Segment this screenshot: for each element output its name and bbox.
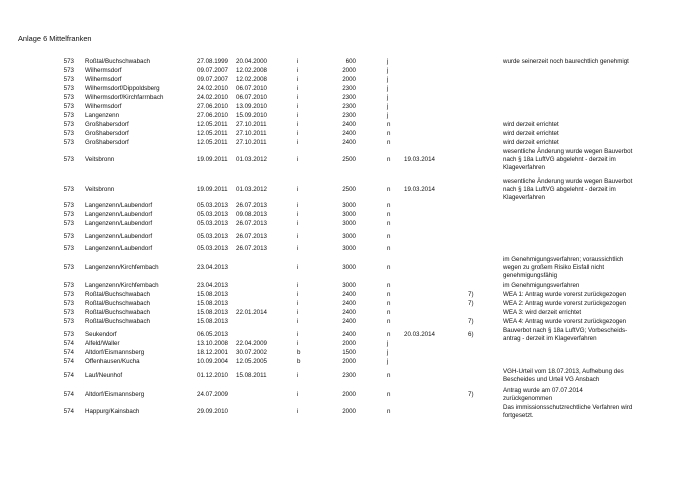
row-flag: n <box>387 408 391 415</box>
remark-line: wurde seinerzeit noch baurechtlich genehmigt <box>503 58 629 65</box>
row-place: Langenzenn/Laubendorf <box>85 202 153 209</box>
row-place: Langenzenn/Kirchfembach <box>85 264 159 271</box>
row-code: 573 <box>63 318 74 325</box>
row-type: i <box>297 202 299 209</box>
row-code: 573 <box>63 67 74 74</box>
remark-line: genehmigungsfähig <box>503 272 558 280</box>
row-type: i <box>297 186 299 193</box>
row-remark <box>503 121 683 129</box>
row-date-approved: 26.07.2013 <box>236 220 267 227</box>
row-flag: n <box>387 130 391 137</box>
row-place: Veitsbronn <box>85 156 115 163</box>
remark-line: WEA 4: Antrag wurde vorerst zurückgezogen <box>503 318 627 325</box>
row-date-applied: 12.05.2011 <box>197 121 228 128</box>
row-type: i <box>297 156 299 163</box>
row-flag: n <box>387 156 391 163</box>
row-code: 573 <box>63 211 74 218</box>
row-place: Wilhermsdorf <box>85 103 122 110</box>
row-flag: j <box>387 103 389 110</box>
row-capacity: 2400 <box>342 130 356 137</box>
row-capacity: 600 <box>345 58 356 65</box>
row-date-applied: 05.03.2013 <box>197 220 228 227</box>
row-place: Wilhermsdorf <box>85 67 122 74</box>
row-date-approved: 01.03.2012 <box>236 186 267 193</box>
row-date-approved: 27.10.2011 <box>236 139 267 146</box>
row-type: i <box>297 309 299 316</box>
row-remark <box>503 404 683 420</box>
row-capacity: 3000 <box>342 245 356 252</box>
row-type: b <box>297 358 301 365</box>
row-remark <box>503 387 683 403</box>
row-flag: n <box>387 372 391 379</box>
row-date-approved: 06.07.2010 <box>236 85 267 92</box>
row-type: i <box>297 408 299 415</box>
row-capacity: 2400 <box>342 121 356 128</box>
row-code: 573 <box>63 156 74 163</box>
row-footnote: 7) <box>468 300 474 307</box>
row-type: i <box>297 282 299 289</box>
remark-line: Klageverfahren <box>503 194 545 202</box>
remark-line: Antrag wurde am 07.07.2014 <box>503 387 583 394</box>
row-date-applied: 27.06.2010 <box>197 103 228 110</box>
row-capacity: 3000 <box>342 282 356 289</box>
row-remark <box>503 318 683 326</box>
row-place: Wilhermsdorf/Dippoldsberg <box>85 85 160 92</box>
row-code: 573 <box>63 300 74 307</box>
row-flag: n <box>387 282 391 289</box>
row-type: i <box>297 264 299 271</box>
row-remark <box>503 148 683 172</box>
row-flag: j <box>387 349 389 356</box>
row-capacity: 2400 <box>342 291 356 298</box>
row-date-approved: 12.05.2005 <box>236 358 267 365</box>
row-date-approved: 26.07.2013 <box>236 245 267 252</box>
row-date-decision: 19.03.2014 <box>404 186 435 193</box>
row-code: 573 <box>63 282 74 289</box>
row-place: Wilhermsdorf/Kirchfarrnbach <box>85 94 164 101</box>
row-capacity: 3000 <box>342 220 356 227</box>
page-title: Anlage 6 Mittelfranken <box>18 34 92 43</box>
row-capacity: 2000 <box>342 391 356 398</box>
remark-line: WEA 2: Antrag wurde vorerst zurückgezogen <box>503 300 627 307</box>
row-place: Veitsbronn <box>85 186 115 193</box>
row-code: 574 <box>63 349 74 356</box>
row-date-applied: 05.03.2013 <box>197 202 228 209</box>
remark-line: antrag - derzeit im Klageverfahren <box>503 335 597 343</box>
row-flag: n <box>387 186 391 193</box>
row-place: Großhabersdorf <box>85 121 129 128</box>
row-date-applied: 13.10.2008 <box>197 340 228 347</box>
remark-line: wesentliche Änderung wurde wegen Bauverbot <box>503 178 633 185</box>
remark-line: WEA 1: Antrag wurde vorerst zurückgezogen <box>503 291 627 298</box>
row-flag: j <box>387 58 389 65</box>
row-capacity: 2000 <box>342 76 356 83</box>
row-capacity: 2000 <box>342 67 356 74</box>
row-date-applied: 29.09.2010 <box>197 408 228 415</box>
row-date-approved: 27.10.2011 <box>236 130 267 137</box>
row-date-approved: 15.09.2010 <box>236 112 267 119</box>
row-footnote: 7) <box>468 391 474 398</box>
row-capacity: 2300 <box>342 85 356 92</box>
row-date-approved: 13.09.2010 <box>236 103 267 110</box>
row-code: 574 <box>63 340 74 347</box>
row-date-applied: 05.03.2013 <box>197 233 228 240</box>
row-capacity: 2000 <box>342 340 356 347</box>
row-capacity: 2400 <box>342 318 356 325</box>
row-place: Roßtal/Buchschwabach <box>85 300 151 307</box>
row-code: 573 <box>63 245 74 252</box>
remark-line: VGH-Urteil vom 18.07.2013, Aufhebung des <box>503 368 624 375</box>
row-flag: j <box>387 340 389 347</box>
row-flag: n <box>387 391 391 398</box>
row-code: 573 <box>63 186 74 193</box>
row-code: 573 <box>63 220 74 227</box>
row-remark <box>503 327 683 343</box>
row-place: Seukendorf <box>85 331 117 338</box>
row-place: Langenzenn/Kirchfembach <box>85 282 159 289</box>
row-type: i <box>297 220 299 227</box>
row-place: Happurg/Kainsbach <box>85 408 140 415</box>
row-code: 573 <box>63 202 74 209</box>
row-place: Großhabersdorf <box>85 130 129 137</box>
row-place: Altdorf/Eismannsberg <box>85 349 145 356</box>
row-date-applied: 15.08.2013 <box>197 318 228 325</box>
row-code: 573 <box>63 94 74 101</box>
row-date-approved: 12.02.2008 <box>236 67 267 74</box>
row-flag: n <box>387 202 391 209</box>
row-date-approved: 27.10.2011 <box>236 121 267 128</box>
row-remark <box>503 58 683 66</box>
row-code: 573 <box>63 309 74 316</box>
row-flag: j <box>387 76 389 83</box>
row-capacity: 3000 <box>342 202 356 209</box>
row-date-applied: 12.05.2011 <box>197 139 228 146</box>
row-date-applied: 12.05.2011 <box>197 130 228 137</box>
row-flag: n <box>387 309 391 316</box>
row-date-approved: 15.08.2011 <box>236 372 267 379</box>
remark-line: Klageverfahren <box>503 164 545 172</box>
row-capacity: 2000 <box>342 358 356 365</box>
row-code: 573 <box>63 103 74 110</box>
row-place: Langenzenn/Laubendorf <box>85 211 153 218</box>
row-capacity: 1500 <box>342 349 356 356</box>
row-capacity: 3000 <box>342 211 356 218</box>
row-place: Alfeld/Waller <box>85 340 120 347</box>
row-date-approved: 22.01.2014 <box>236 309 267 316</box>
row-type: i <box>297 318 299 325</box>
row-date-applied: 18.12.2001 <box>197 349 228 356</box>
row-date-approved: 09.08.2013 <box>236 211 267 218</box>
row-date-applied: 09.07.2007 <box>197 76 228 83</box>
row-remark <box>503 282 683 290</box>
row-type: i <box>297 340 299 347</box>
row-place: Langenzenn/Laubendorf <box>85 220 153 227</box>
row-code: 574 <box>63 408 74 415</box>
row-code: 573 <box>63 331 74 338</box>
row-date-applied: 09.07.2007 <box>197 67 228 74</box>
row-place: Langenzenn/Laubendorf <box>85 245 153 252</box>
row-flag: n <box>387 300 391 307</box>
row-footnote: 6) <box>468 331 474 338</box>
row-flag: n <box>387 264 391 271</box>
row-date-applied: 19.09.2011 <box>197 156 228 163</box>
row-date-applied: 23.04.2013 <box>197 264 228 271</box>
row-date-applied: 06.05.2013 <box>197 331 228 338</box>
row-type: i <box>297 85 299 92</box>
row-capacity: 2300 <box>342 94 356 101</box>
row-date-approved: 22.04.2009 <box>236 340 267 347</box>
row-date-decision: 19.03.2014 <box>404 156 435 163</box>
row-place: Langenzenn <box>85 112 120 119</box>
row-remark <box>503 368 683 384</box>
remark-line: Bauverbot nach § 18a LuftVG; Vorbescheids- <box>503 327 628 334</box>
row-date-applied: 05.03.2013 <box>197 245 228 252</box>
row-flag: j <box>387 85 389 92</box>
row-code: 573 <box>63 291 74 298</box>
row-place: Roßtal/Buchschwabach <box>85 318 151 325</box>
row-type: i <box>297 391 299 398</box>
row-flag: j <box>387 112 389 119</box>
row-place: Offenhausen/Kucha <box>85 358 140 365</box>
row-flag: j <box>387 67 389 74</box>
row-capacity: 2400 <box>342 309 356 316</box>
row-place: Wilhermsdorf <box>85 76 122 83</box>
row-capacity: 2500 <box>342 156 356 163</box>
row-date-applied: 24.07.2009 <box>197 391 228 398</box>
row-place: Großhabersdorf <box>85 139 129 146</box>
row-place: Altdorf/Eismannsberg <box>85 391 145 398</box>
row-remark <box>503 130 683 138</box>
remark-line: nach § 18a LuftVG abgelehnt - derzeit im <box>503 156 616 164</box>
row-type: i <box>297 58 299 65</box>
row-date-approved: 12.02.2008 <box>236 76 267 83</box>
row-capacity: 2300 <box>342 372 356 379</box>
remark-line: im Genehmigungsverfahren <box>503 282 580 289</box>
row-type: i <box>297 121 299 128</box>
row-remark <box>503 300 683 308</box>
row-type: i <box>297 103 299 110</box>
row-flag: n <box>387 245 391 252</box>
row-code: 573 <box>63 139 74 146</box>
row-type: i <box>297 94 299 101</box>
row-capacity: 2300 <box>342 112 356 119</box>
row-capacity: 2400 <box>342 331 356 338</box>
row-place: Roßtal/Buchschwabach <box>85 58 151 65</box>
row-capacity: 2500 <box>342 186 356 193</box>
row-flag: n <box>387 220 391 227</box>
row-type: i <box>297 233 299 240</box>
row-remark <box>503 309 683 317</box>
row-date-approved: 20.04.2000 <box>236 58 267 65</box>
row-code: 573 <box>63 112 74 119</box>
row-code: 573 <box>63 58 74 65</box>
row-footnote: 7) <box>468 318 474 325</box>
remark-line: WEA 3: wird derzeit errichtet <box>503 309 582 316</box>
remark-line: Bescheides und Urteil VG Ansbach <box>503 376 600 384</box>
row-code: 574 <box>63 391 74 398</box>
row-flag: n <box>387 291 391 298</box>
remark-line: nach § 18a LuftVG abgelehnt - derzeit im <box>503 186 616 194</box>
row-date-approved: 30.07.2002 <box>236 349 267 356</box>
row-remark <box>503 139 683 147</box>
row-flag: n <box>387 121 391 128</box>
row-date-applied: 27.08.1999 <box>197 58 228 65</box>
remark-line: zurückgenommen <box>503 395 553 403</box>
row-type: i <box>297 245 299 252</box>
row-type: i <box>297 372 299 379</box>
row-date-applied: 27.06.2010 <box>197 112 228 119</box>
row-capacity: 2300 <box>342 103 356 110</box>
row-footnote: 7) <box>468 291 474 298</box>
row-date-applied: 15.08.2013 <box>197 291 228 298</box>
remark-line: Das immissionsschutzrechtliche Verfahren wird <box>503 404 633 411</box>
row-code: 573 <box>63 121 74 128</box>
row-date-applied: 23.04.2013 <box>197 282 228 289</box>
row-type: i <box>297 76 299 83</box>
row-date-applied: 24.02.2010 <box>197 85 228 92</box>
row-flag: n <box>387 139 391 146</box>
row-type: i <box>297 300 299 307</box>
remark-line: wird derzeit errichtet <box>503 121 559 128</box>
row-code: 573 <box>63 130 74 137</box>
row-date-approved: 26.07.2013 <box>236 202 267 209</box>
row-date-approved: 01.03.2012 <box>236 156 267 163</box>
row-flag: j <box>387 94 389 101</box>
row-flag: n <box>387 318 391 325</box>
row-type: i <box>297 67 299 74</box>
row-capacity: 2400 <box>342 139 356 146</box>
row-flag: n <box>387 211 391 218</box>
row-capacity: 2400 <box>342 300 356 307</box>
row-type: i <box>297 331 299 338</box>
row-date-approved: 26.07.2013 <box>236 233 267 240</box>
row-capacity: 2000 <box>342 408 356 415</box>
remark-line: wird derzeit errichtet <box>503 139 559 146</box>
row-type: i <box>297 130 299 137</box>
row-flag: n <box>387 331 391 338</box>
row-date-approved: 06.07.2010 <box>236 94 267 101</box>
remark-line: im Genehmigungsverfahren; voraussichtlich <box>503 256 624 263</box>
row-code: 573 <box>63 76 74 83</box>
row-flag: n <box>387 233 391 240</box>
row-code: 574 <box>63 358 74 365</box>
remark-line: wird derzeit errichtet <box>503 130 559 137</box>
row-code: 573 <box>63 264 74 271</box>
row-capacity: 3000 <box>342 264 356 271</box>
row-capacity: 3000 <box>342 233 356 240</box>
remark-line: wesentliche Änderung wurde wegen Bauverbot <box>503 148 633 155</box>
row-remark <box>503 256 683 280</box>
row-code: 573 <box>63 233 74 240</box>
row-flag: j <box>387 358 389 365</box>
remark-line: wegen zu großem Risiko Eisfall nicht <box>503 264 605 272</box>
row-type: i <box>297 139 299 146</box>
row-type: i <box>297 112 299 119</box>
row-date-applied: 15.08.2013 <box>197 300 228 307</box>
row-date-applied: 10.09.2004 <box>197 358 228 365</box>
row-remark <box>503 291 683 299</box>
row-date-applied: 01.12.2010 <box>197 372 228 379</box>
row-place: Roßtal/Buchschwabach <box>85 309 151 316</box>
row-date-applied: 05.03.2013 <box>197 211 228 218</box>
row-code: 573 <box>63 85 74 92</box>
row-type: b <box>297 349 301 356</box>
row-type: i <box>297 291 299 298</box>
row-type: i <box>297 211 299 218</box>
row-date-applied: 19.09.2011 <box>197 186 228 193</box>
row-place: Langenzenn/Laubendorf <box>85 233 153 240</box>
row-remark <box>503 178 683 202</box>
row-code: 574 <box>63 372 74 379</box>
remark-line: fortgesetzt. <box>503 412 534 420</box>
row-date-applied: 15.08.2013 <box>197 309 228 316</box>
row-date-applied: 24.02.2010 <box>197 94 228 101</box>
row-place: Roßtal/Buchschwabach <box>85 291 151 298</box>
row-date-decision: 20.03.2014 <box>404 331 435 338</box>
row-place: Lauf/Neunhof <box>85 372 123 379</box>
